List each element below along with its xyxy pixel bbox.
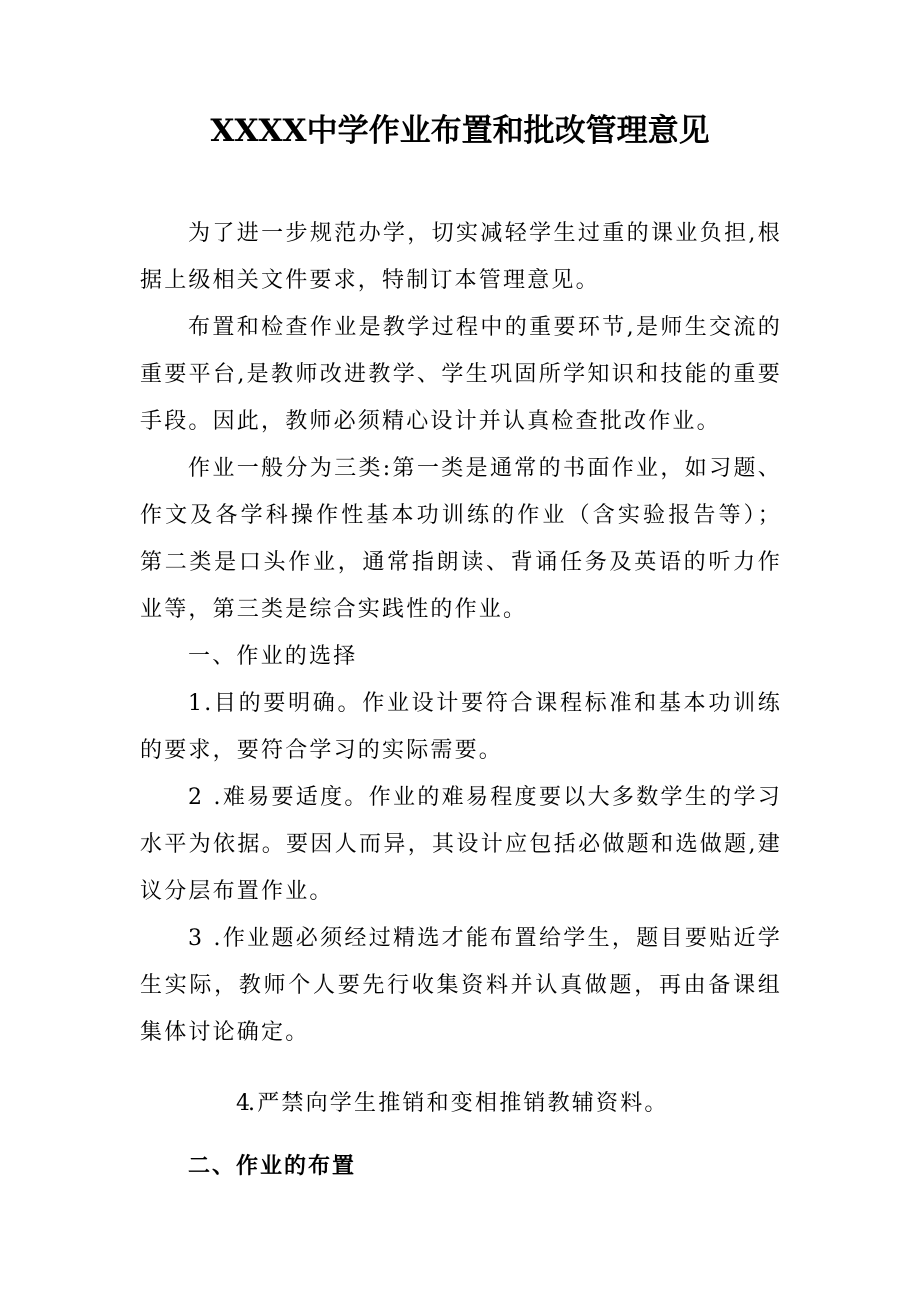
list-item-4-text: .严禁向学生推销和变相推销教辅资料。 <box>248 1091 669 1116</box>
list-item-3: 3 .作业题必须经过精选才能布置给学生，题目要贴近学生实际，教师个人要先行收集资料并认真做题，再由备课组集体讨论确定。 <box>140 926 782 1045</box>
paragraph-categories: 作业一般分为三类:第一类是通常的书面作业，如习题、作文及各学科操作性基本功训练的作业（含实验报告等）；第二类是口头作业，通常指朗读、背诵任务及英语的听力作业等，第三类是综合实践性的作业。 <box>140 456 782 622</box>
section2-heading: 二、作业的布置 <box>188 1153 357 1179</box>
section1-heading: 一、作业的选择 <box>188 644 358 669</box>
list-item-4-number: 4 <box>236 1091 253 1116</box>
paragraph-intro: 为了进一步规范办学，切实减轻学生过重的课业负担,根据上级相关文件要求，特制订本管理意见。 <box>140 221 782 293</box>
document-title: XXXX中学作业布置和批改管理意见 <box>210 113 710 149</box>
list-item-2: 2 .难易要适度。作业的难易程度要以大多数学生的学习水平为依据。要因人而异，其设计应包括必做题和选做题,建议分层布置作业。 <box>140 785 782 904</box>
paragraph-importance: 布置和检查作业是教学过程中的重要环节,是师生交流的重要平台,是教师改进教学、学生巩固所学知识和技能的重要手段。因此，教师必须精心设计并认真检查批改作业。 <box>140 315 782 434</box>
list-item-1: 1.目的要明确。作业设计要符合课程标准和基本功训练的要求，要符合学习的实际需要。 <box>140 691 782 763</box>
list-item-4 <box>140 1080 782 1127</box>
document-body <box>140 210 782 1056</box>
